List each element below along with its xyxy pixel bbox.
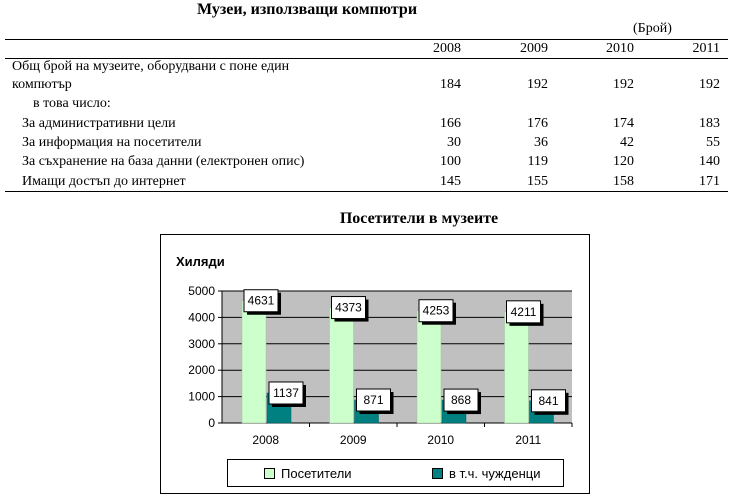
year-header-2008: 2008 — [433, 41, 461, 56]
data-label-visitors-2008: 4631 — [247, 293, 275, 308]
legend-item-visitors — [264, 466, 352, 481]
year-header-2009: 2009 — [520, 41, 548, 56]
row-info-2010: 42 — [620, 135, 634, 150]
row-internet-2008: 145 — [440, 174, 461, 189]
row-database-2010: 120 — [613, 154, 634, 169]
row-admin-2010: 174 — [613, 116, 634, 131]
legend-label-foreigners: в т.ч. чужденци — [449, 466, 541, 481]
data-label-visitors-2009: 4373 — [335, 300, 362, 315]
data-label-foreigners-2008: 1137 — [273, 385, 299, 400]
y-tick-label-2000: 2000 — [188, 363, 215, 378]
legend-label-visitors: Посетители — [281, 466, 352, 481]
legend-swatch-visitors — [264, 468, 275, 479]
row-info-2009: 36 — [534, 135, 548, 150]
data-label-visitors-2010: 4253 — [422, 303, 450, 318]
y-axis-label: Хиляди — [176, 254, 225, 269]
data-label-foreigners-2009: 871 — [363, 393, 384, 408]
row-admin-2008: 166 — [440, 116, 461, 131]
legend-swatch-foreigners — [432, 468, 443, 479]
row-total-2011: 192 — [699, 77, 720, 92]
bar-visitors-2011 — [505, 312, 529, 423]
row-total-2008: 184 — [440, 77, 461, 92]
year-header-2010: 2010 — [606, 41, 634, 56]
chart-title: Посетители в музеите — [339, 210, 499, 227]
bar-visitors-2010 — [417, 311, 441, 423]
row-admin-2011: 183 — [699, 116, 720, 131]
unit-label: (Брой) — [633, 21, 672, 36]
row-database-2011: 140 — [699, 154, 720, 169]
row-internet-label: Имащи достъп до интернет — [22, 174, 186, 189]
x-tick-label-2010: 2010 — [427, 433, 455, 447]
row-total-2009: 192 — [527, 77, 548, 92]
data-label-foreigners-2010: 868 — [450, 393, 472, 408]
y-tick-label-0: 0 — [208, 416, 215, 430]
x-tick-label-2009: 2009 — [339, 433, 367, 447]
row-database-2009: 119 — [527, 154, 548, 169]
chart-legend — [227, 459, 564, 487]
row-internet-2011: 171 — [699, 174, 720, 189]
row-database-label: За съхранение на база данни (електронен опис) — [22, 154, 305, 169]
legend-item-foreigners — [432, 466, 540, 481]
table-title: Музеи, използващи компютри — [196, 1, 418, 18]
year-header-2011: 2011 — [692, 41, 720, 56]
bar-visitors-2008 — [242, 301, 266, 423]
row-total-2010: 192 — [613, 77, 634, 92]
data-label-foreigners-2011: 841 — [538, 393, 559, 408]
row-internet-2010: 158 — [613, 174, 634, 189]
row-info-2008: 30 — [447, 135, 461, 150]
x-tick-label-2008: 2008 — [252, 433, 280, 447]
row-database-2008: 100 — [440, 154, 461, 169]
row-including-label: в това число: — [33, 96, 111, 111]
y-tick-label-5000: 5000 — [188, 284, 215, 298]
y-tick-label-4000: 4000 — [188, 310, 215, 325]
row-total-label-cont: компютър — [12, 77, 72, 92]
row-info-label: За информация на посетители — [22, 135, 202, 150]
x-tick-label-2011: 2011 — [515, 433, 542, 447]
bar-visitors-2009 — [330, 308, 354, 423]
row-admin-2009: 176 — [527, 116, 548, 131]
row-internet-2009: 155 — [527, 174, 548, 189]
y-tick-label-1000: 1000 — [188, 389, 215, 404]
row-info-2011: 55 — [706, 135, 720, 150]
row-admin-label: За административни цели — [22, 116, 176, 131]
row-total-label: Общ брой на музеите, оборудвани с поне един — [12, 59, 290, 74]
y-tick-label-3000: 3000 — [188, 336, 215, 351]
data-label-visitors-2011: 4211 — [510, 304, 537, 319]
